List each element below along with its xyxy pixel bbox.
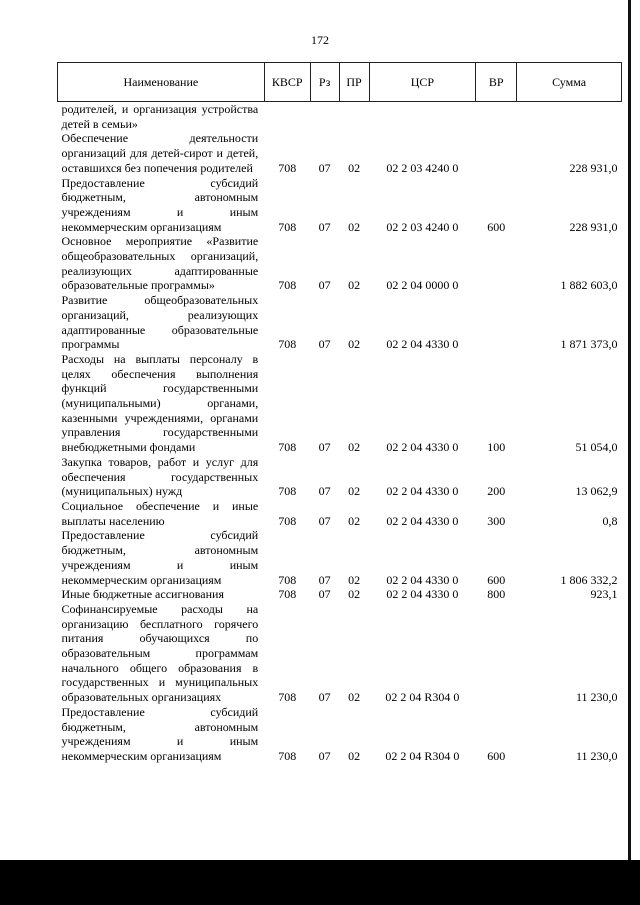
row-name: Предоставление субсидий бюджетным, автономным учреждениям и иным некоммерческим организациям (61, 175, 259, 234)
row-rz: 07 (318, 337, 331, 352)
row-name: Закупка товаров, работ и услуг для обеспечения государственных (муниципальных) нужд (61, 454, 259, 499)
row-sum: 923,1 (590, 587, 618, 602)
row-vr: 200 (487, 484, 506, 499)
table-row (58, 234, 622, 293)
row-rz: 07 (318, 587, 331, 602)
row-kvsr: 708 (278, 513, 297, 528)
row-pr: 02 (348, 513, 361, 528)
table-row (58, 705, 622, 764)
row-vr: 800 (487, 587, 506, 602)
row-pr: 02 (348, 690, 361, 705)
row-name: Обеспечение деятельности организаций для детей-сирот и детей, оставшихся без попечения родителей (61, 131, 259, 175)
row-rz (310, 102, 339, 132)
row-csr: 02 2 04 R304 0 (385, 690, 460, 705)
scan-bottom-border (0, 860, 640, 905)
table-row (58, 176, 622, 235)
row-vr (476, 234, 517, 293)
row-pr (339, 102, 369, 132)
header-csr: ЦСР (369, 63, 476, 102)
header-vr: ВР (476, 63, 517, 102)
row-kvsr: 708 (278, 337, 297, 352)
row-csr: 02 2 04 4330 0 (386, 484, 459, 499)
row-kvsr: 708 (278, 440, 297, 455)
row-pr: 02 (348, 572, 361, 587)
row-rz: 07 (318, 484, 331, 499)
table-header-row (58, 63, 622, 102)
row-vr (476, 602, 517, 705)
row-csr: 02 2 04 4330 0 (386, 337, 459, 352)
row-pr: 02 (348, 160, 361, 175)
row-rz: 07 (318, 748, 331, 763)
row-pr: 02 (348, 219, 361, 234)
row-vr: 600 (487, 748, 506, 763)
row-vr: 600 (487, 572, 506, 587)
table-row (58, 102, 622, 132)
row-kvsr: 708 (278, 690, 297, 705)
row-vr: 100 (487, 440, 506, 455)
row-rz: 07 (318, 440, 331, 455)
row-name: родителей, и организация устройства детей в семьи» (61, 102, 259, 131)
row-csr: 02 2 04 0000 0 (386, 278, 459, 293)
row-rz: 07 (318, 690, 331, 705)
row-csr (369, 102, 476, 132)
table-row (58, 602, 622, 705)
scan-right-edge (628, 0, 631, 905)
row-sum (517, 102, 622, 132)
row-sum: 1 871 373,0 (560, 337, 618, 352)
row-csr: 02 2 03 4240 0 (386, 219, 459, 234)
row-pr: 02 (348, 337, 361, 352)
header-name: Наименование (58, 63, 265, 102)
table-row (58, 528, 622, 587)
row-kvsr: 708 (278, 219, 297, 234)
table-row (58, 455, 622, 499)
row-vr: 600 (487, 219, 506, 234)
row-rz: 07 (318, 572, 331, 587)
header-kvsr: КВСР (264, 63, 310, 102)
row-sum: 0,8 (602, 513, 618, 528)
row-csr: 02 2 03 4240 0 (386, 160, 459, 175)
row-sum: 11 230,0 (575, 748, 618, 763)
row-kvsr: 708 (278, 160, 297, 175)
row-name: Иные бюджетные ассигнования (61, 587, 224, 602)
row-pr: 02 (348, 440, 361, 455)
row-name: Предоставление субсидий бюджетным, автономным учреждениям и иным некоммерческим организациям (61, 704, 259, 763)
row-sum: 228 931,0 (569, 160, 618, 175)
page-number: 172 (311, 33, 329, 47)
row-vr: 300 (487, 513, 506, 528)
row-pr: 02 (348, 748, 361, 763)
row-name: Предоставление субсидий бюджетным, автономным учреждениям и иным некоммерческим организациям (61, 528, 259, 587)
row-sum: 1 882 603,0 (560, 278, 618, 293)
header-rz: Рз (310, 63, 339, 102)
row-kvsr: 708 (278, 748, 297, 763)
table-row (58, 587, 622, 602)
row-name: Развитие общеобразовательных организаций, реализующих адаптированные образовательные программы (61, 293, 259, 352)
row-name: Основное мероприятие «Развитие общеобразовательных организаций, реализующих адаптированные образовательные программы» (61, 234, 259, 293)
row-rz: 07 (318, 513, 331, 528)
row-sum: 228 931,0 (569, 219, 618, 234)
row-rz: 07 (318, 219, 331, 234)
row-kvsr: 708 (278, 278, 297, 293)
row-csr: 02 2 04 R304 0 (385, 748, 460, 763)
row-sum: 11 230,0 (575, 690, 618, 705)
budget-table (57, 62, 622, 764)
table-row (58, 293, 622, 352)
row-pr: 02 (348, 484, 361, 499)
table-row (58, 499, 622, 528)
row-vr (476, 293, 517, 352)
row-name: Расходы на выплаты персоналу в целях обеспечения выполнения функций государственными (муниципальными) органами, казенными учреждениями, органами управления государственными внебюджетными фондами (61, 351, 259, 455)
row-kvsr: 708 (278, 587, 297, 602)
row-pr: 02 (348, 587, 361, 602)
row-rz: 07 (318, 278, 331, 293)
table-row (58, 131, 622, 175)
row-sum: 51 054,0 (575, 440, 618, 455)
row-sum: 13 062,9 (575, 484, 618, 499)
row-name: Социальное обеспечение и иные выплаты населению (61, 498, 259, 528)
header-pr: ПР (339, 63, 369, 102)
row-csr: 02 2 04 4330 0 (386, 513, 459, 528)
row-rz: 07 (318, 160, 331, 175)
row-kvsr: 708 (278, 572, 297, 587)
row-csr: 02 2 04 4330 0 (386, 572, 459, 587)
row-vr (476, 131, 517, 175)
header-sum: Сумма (517, 63, 622, 102)
row-kvsr (264, 102, 310, 132)
table-row (58, 352, 622, 455)
row-pr: 02 (348, 278, 361, 293)
row-name: Софинансируемые расходы на организацию бесплатного горячего питания обучающихся по образовательным программам начального общего образования в государственных и муниципальных образовательных организациях (61, 601, 259, 705)
row-csr: 02 2 04 4330 0 (386, 440, 459, 455)
row-csr: 02 2 04 4330 0 (386, 587, 459, 602)
row-kvsr: 708 (278, 484, 297, 499)
row-vr (476, 102, 517, 132)
row-sum: 1 806 332,2 (560, 572, 618, 587)
